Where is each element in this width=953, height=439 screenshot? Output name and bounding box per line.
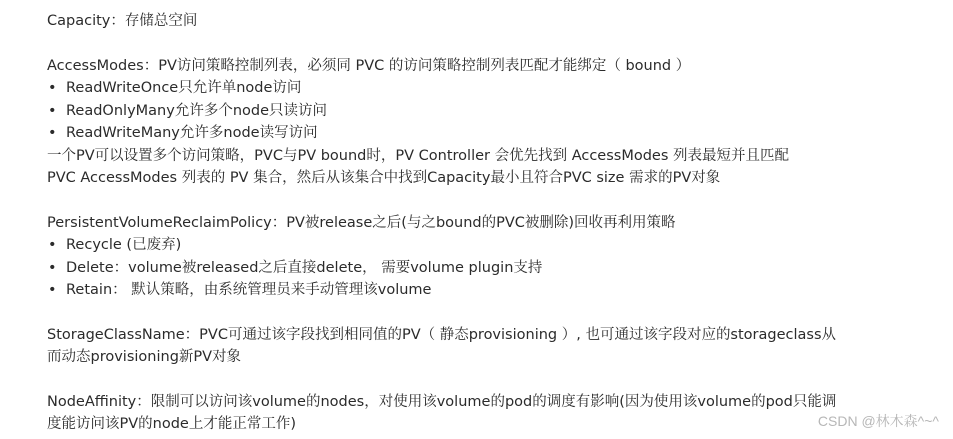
bullet-icon: • [48,102,57,119]
list-item-text: Recycle (已废弃) [66,237,182,253]
csdn-watermark: CSDN @林木森^~^ [817,413,939,429]
capacity-line: Capacity：存储总空间 [47,13,198,29]
list-item [47,100,927,123]
list-item [47,279,927,302]
list-item [47,234,927,257]
access-modes-line: AccessModes：PV访问策略控制列表，必须同 PVC 的访问策略控制列表匹配才能绑定（ bound ） [47,57,691,74]
bullet-icon: • [48,125,57,141]
storage-class-line-1: StorageClassName：PVC可通过该字段找到相同值的PV（ 静态provisioning ）, 也可通过该字段对应的storageclass从 [47,326,837,343]
spacer [47,302,927,324]
list-item-text: ReadWriteMany允许多node读写访问 [66,125,318,141]
list-item [47,122,927,145]
list-item-text: Delete：volume被released之后直接delete， 需要volume plugin支持 [66,259,543,276]
node-affinity-line-1: NodeAffinity：限制可以访问该volume的nodes，对使用该volume的pod的调度有影响(因为使用该volume的pod只能调 [47,393,837,410]
storage-class-line-2: 而动态provisioning新PV对象 [47,349,242,365]
list-item-text: ReadOnlyMany允许多个node只读访问 [66,102,327,119]
list-item-text: ReadWriteOnce只允许单node访问 [66,80,302,96]
access-modes-note-1: 一个PV可以设置多个访问策略，PVC与PV bound时，PV Controller 会优先找到 AccessModes 列表最短并且匹配 [47,147,790,164]
list-item [47,77,927,100]
bullet-icon: • [48,282,57,298]
bullet-icon: • [48,237,57,253]
list-item-text: Retain： 默认策略，由系统管理员来手动管理该volume [66,282,432,298]
document-body [47,10,927,436]
bullet-icon: • [48,80,57,96]
bullet-icon: • [48,259,57,276]
spacer [47,33,927,55]
access-modes-note-2: PVC AccessModes 列表的 PV 集合，然后从该集合中找到Capacity最小且符合PVC size 需求的PV对象 [47,170,721,186]
spacer [47,369,927,391]
list-item [47,257,927,280]
spacer [47,190,927,212]
node-affinity-line-2: 度能访问该PV的node上才能正常工作) [47,416,297,432]
reclaim-policy-line: PersistentVolumeReclaimPolicy：PV被release之后(与之bound的PVC被删除)回收再利用策略 [47,214,676,231]
